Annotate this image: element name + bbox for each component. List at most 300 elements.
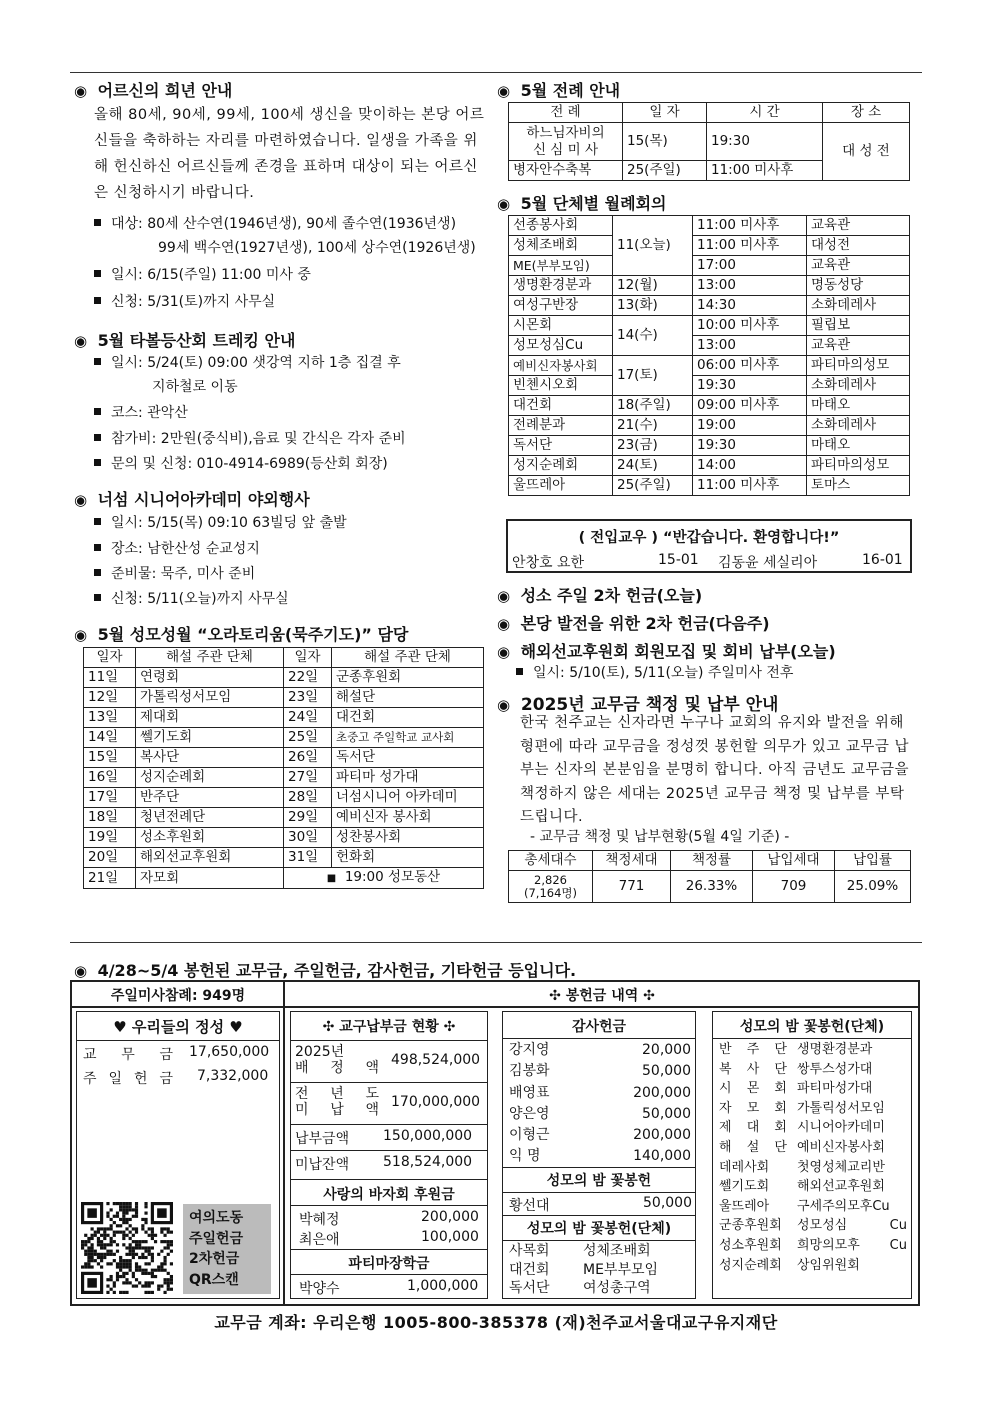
qr-module — [84, 1262, 87, 1265]
group-name: 군종후원회 — [719, 1218, 782, 1234]
table-cell: 17(토) — [613, 356, 693, 396]
qr-module — [144, 1221, 147, 1224]
qr-module — [129, 1269, 132, 1272]
list-item — [509, 1146, 691, 1167]
qr-module — [122, 1208, 125, 1211]
newcomer-1-name: 안창호 요한 — [512, 555, 585, 571]
qr-module — [151, 1291, 154, 1294]
qr-module — [160, 1240, 163, 1243]
list-item — [719, 1040, 907, 1060]
list-item — [509, 1242, 691, 1261]
qr-module — [148, 1291, 151, 1294]
meetings-title-text: 5월 단체별 월례회의 — [520, 194, 667, 213]
qr-module — [170, 1262, 173, 1265]
notice-2 — [497, 611, 770, 634]
fatima-rule — [291, 1274, 487, 1275]
table-cell: 선종봉사회 — [509, 216, 613, 236]
qr-module — [148, 1281, 151, 1284]
table-cell: 병자안수축복 — [509, 161, 623, 181]
group-name: 쌍투스성가대 — [797, 1061, 873, 1077]
diocese-label: 배 정 액 — [295, 1060, 379, 1076]
offering-details-title: ✣ 봉헌금 내역 ✣ — [549, 988, 655, 1004]
qr-module — [94, 1234, 97, 1237]
header-cell: 일 자 — [623, 103, 707, 123]
qr-module — [148, 1250, 151, 1253]
dues-body: 한국 천주교는 신자라면 누구나 교회의 유지와 발전을 위해 형편에 따라 교무금을 정성껏 봉헌할 의무가 있고 교무금 납부는 신자의 본분임을 분명히 합니다. 아직 금년도 교무금을 책정하지 않은 세대는 2025년 교무금 책정 및 납부를 부탁드립니다. — [520, 715, 910, 825]
qr-text-line: 2차헌금 — [189, 1251, 240, 1267]
table-row — [84, 728, 484, 748]
circle-bullet-icon: ◉ — [497, 82, 511, 100]
qr-module — [84, 1240, 87, 1243]
table-cell: 복사단 — [136, 748, 284, 768]
qr-module — [132, 1240, 135, 1243]
qr-module — [144, 1269, 147, 1272]
qr-module — [113, 1215, 116, 1218]
qr-module — [135, 1215, 138, 1218]
qr-module — [106, 1227, 109, 1230]
qr-module — [113, 1202, 116, 1205]
qr-module — [106, 1262, 109, 1265]
flower-group-rule — [503, 1215, 695, 1216]
qr-module — [100, 1240, 103, 1243]
diocese-amount: 498,524,000 — [391, 1052, 481, 1068]
tabor-date1: 일시: 5/24(토) 09:00 샛강역 지하 1층 집결 후 — [111, 355, 401, 371]
table-cell: 09:00 미사후 — [693, 396, 807, 416]
qr-module — [151, 1231, 154, 1234]
qr-module — [135, 1231, 138, 1234]
donor-amount: 50,000 — [642, 1063, 691, 1080]
elders-apply — [94, 292, 275, 312]
qr-module — [138, 1256, 141, 1259]
table-cell: 여성구반장 — [509, 296, 613, 316]
qr-module — [97, 1227, 100, 1230]
qr-module — [138, 1265, 141, 1268]
table-cell: 파티마 성가대 — [332, 768, 484, 788]
qr-module — [84, 1234, 87, 1237]
table-cell: 대성전 — [807, 236, 910, 256]
qr-module — [132, 1250, 135, 1253]
qr-module — [167, 1284, 170, 1287]
square-bullet-icon — [94, 569, 101, 576]
qr-module — [106, 1212, 109, 1215]
qr-module — [135, 1202, 138, 1205]
qr-module — [129, 1224, 132, 1227]
qr-module — [100, 1265, 103, 1268]
qr-module — [122, 1218, 125, 1221]
table-cell: 14:00 — [693, 456, 807, 476]
qr-module — [135, 1284, 138, 1287]
qr-module — [116, 1212, 119, 1215]
qr-module — [141, 1224, 144, 1227]
qr-module — [125, 1208, 128, 1211]
table-row — [509, 236, 910, 256]
qr-module — [170, 1250, 173, 1253]
qr-module — [125, 1218, 128, 1221]
notice-2-text: 본당 발전을 위한 2차 헌금(다음주) — [520, 614, 770, 633]
qr-module — [106, 1202, 109, 1205]
senior-prep — [94, 564, 255, 584]
senior-place — [94, 539, 260, 559]
qr-module — [125, 1265, 128, 1268]
donor-name: 박혜정 — [299, 1212, 340, 1228]
table-cell: 27일 — [284, 768, 332, 788]
qr-module — [100, 1256, 103, 1259]
qr-module — [157, 1265, 160, 1268]
qr-module — [138, 1243, 141, 1246]
elders-target1: 대상: 80세 산수연(1946년생), 90세 졸수연(1936년생) — [111, 216, 457, 232]
table-row — [509, 871, 911, 903]
qr-module — [116, 1278, 119, 1281]
senior-apply-text: 신청: 5/11(오늘)까지 사무실 — [111, 591, 289, 607]
qr-module — [163, 1246, 166, 1249]
table-cell: 23일 — [284, 688, 332, 708]
table-cell: 성지순례회 — [136, 768, 284, 788]
table-cell — [509, 871, 593, 903]
qr-module — [122, 1202, 125, 1205]
list-item — [719, 1158, 907, 1178]
flower-rule — [503, 1192, 695, 1193]
table-row — [509, 216, 910, 236]
qr-module — [91, 1227, 94, 1230]
table-row — [84, 788, 484, 808]
table-cell: 교육관 — [807, 216, 910, 236]
qr-module — [110, 1253, 113, 1256]
qr-module — [122, 1237, 125, 1240]
qr-module — [125, 1246, 128, 1249]
table-cell: 25(주일) — [623, 161, 707, 181]
table-cell: 예비신자 봉사회 — [332, 808, 484, 828]
qr-module — [132, 1246, 135, 1249]
group-name: 상임위원회 — [797, 1257, 860, 1273]
group-name: 예비신자봉사회 — [797, 1139, 885, 1155]
qr-module — [135, 1269, 138, 1272]
table-cell: 06:00 미사후 — [693, 356, 807, 376]
circle-bullet-icon: ◉ — [74, 626, 88, 644]
list-item — [509, 1261, 691, 1280]
table-cell: 25.09% — [835, 871, 911, 903]
diocese-label: 미 납 액 — [295, 1102, 379, 1118]
qr-module — [125, 1281, 128, 1284]
table-cell: 709 — [753, 871, 835, 903]
qr-module — [97, 1237, 100, 1240]
group-name: 성소후원회 — [719, 1237, 782, 1253]
qr-module — [87, 1253, 90, 1256]
donor-name: 박양수 — [299, 1281, 340, 1297]
qr-module — [122, 1291, 125, 1294]
qr-module — [160, 1262, 163, 1265]
qr-module — [148, 1234, 151, 1237]
qr-module — [125, 1227, 128, 1230]
group-name: 독서단 — [509, 1280, 550, 1296]
table-row — [84, 828, 484, 848]
qr-module — [157, 1253, 160, 1256]
elders-date-text: 일시: 6/15(주일) 11:00 미사 중 — [111, 267, 311, 283]
qr-module — [135, 1205, 138, 1208]
table-cell: 성지순례회 — [509, 456, 613, 476]
diocese-amount: 150,000,000 — [383, 1128, 473, 1144]
table-row — [509, 396, 910, 416]
circle-bullet-icon: ◉ — [497, 587, 511, 605]
qr-module — [94, 1259, 97, 1262]
qr-module — [106, 1253, 109, 1256]
qr-module — [154, 1269, 157, 1272]
qr-module — [141, 1218, 144, 1221]
qr-module — [106, 1234, 109, 1237]
group-name: 시 몬 회 — [719, 1081, 787, 1097]
diocese-label: 납부금액 — [295, 1131, 350, 1147]
qr-module — [170, 1240, 173, 1243]
qr-module — [160, 1231, 163, 1234]
qr-module — [110, 1224, 113, 1227]
tabor-contact-text: 문의 및 신청: 010-4914-6989(등산회 회장) — [111, 456, 388, 472]
table-cell: 파티마의성모 — [807, 456, 910, 476]
qr-module — [141, 1246, 144, 1249]
qr-module — [116, 1243, 119, 1246]
fatima-rule — [291, 1249, 487, 1250]
qr-module — [144, 1246, 147, 1249]
group-name: 희망의모후 Cu — [797, 1237, 907, 1253]
table-cell: ME(부부모임) — [509, 256, 613, 276]
qr-module — [97, 1262, 100, 1265]
diocese-box — [290, 1011, 488, 1299]
diocese-rule — [291, 1040, 487, 1041]
header-cell: 해설 주관 단체 — [136, 648, 284, 668]
table-cell: 19:30 — [693, 376, 807, 396]
list-item — [509, 1040, 691, 1061]
list-item — [719, 1060, 907, 1080]
table-row — [509, 356, 910, 376]
qr-module — [144, 1218, 147, 1221]
group-name: 복 사 단 — [719, 1061, 787, 1077]
table-cell: 15일 — [84, 748, 136, 768]
header-cell: 총세대수 — [509, 851, 593, 871]
table-cell: 11:00 미사후 — [707, 161, 823, 181]
qr-module — [151, 1227, 154, 1230]
group-name: 생명환경분과 — [797, 1042, 873, 1057]
table-cell: 소화데레사 — [807, 296, 910, 316]
qr-module — [170, 1278, 173, 1281]
qr-module — [132, 1253, 135, 1256]
qr-module — [144, 1284, 147, 1287]
senior-title — [74, 487, 310, 510]
group-name: 가톨릭성서모임 — [797, 1100, 885, 1116]
qr-module — [167, 1246, 170, 1249]
qr-module — [87, 1262, 90, 1265]
diocese-rule — [291, 1150, 487, 1151]
table-cell: 쎌기도회 — [136, 728, 284, 748]
thanks-box — [502, 1011, 696, 1299]
qr-module — [119, 1265, 122, 1268]
table-cell: 25(주일) — [613, 476, 693, 496]
offering-col-divider — [283, 981, 285, 1305]
square-bullet-icon — [516, 668, 523, 675]
qr-module — [122, 1221, 125, 1224]
qr-module — [122, 1243, 125, 1246]
qr-module — [141, 1240, 144, 1243]
flower-group-title: 성모의 밤 꽃봉헌(단체) — [526, 1221, 672, 1237]
table-cell: 19:00 — [693, 416, 807, 436]
qr-module — [91, 1259, 94, 1262]
qr-module — [100, 1253, 103, 1256]
senior-prep-text: 준비물: 묵주, 미사 준비 — [111, 566, 256, 582]
qr-module — [151, 1281, 154, 1284]
table-row — [509, 316, 910, 336]
qr-module — [91, 1265, 94, 1268]
group-name: 울뜨레아 — [719, 1198, 770, 1214]
qr-module — [110, 1237, 113, 1240]
qr-module — [167, 1272, 170, 1275]
qr-code-icon[interactable] — [81, 1202, 173, 1294]
qr-module — [91, 1246, 94, 1249]
table-cell: 13:00 — [693, 276, 807, 296]
tabor-fee-text: 참가비: 2만원(중식비),음료 및 간식은 각자 준비 — [111, 431, 406, 447]
qr-module — [163, 1262, 166, 1265]
table-header-row — [509, 851, 911, 871]
dues-total-sub: (7,164명) — [523, 885, 577, 900]
offering-title-text: 4/28~5/4 봉헌된 교무금, 주일헌금, 감사헌금, 기타헌금 등입니다. — [97, 961, 577, 980]
attendance: 주일미사참례: 949명 — [110, 988, 246, 1004]
qr-module — [151, 1256, 154, 1259]
qr-module — [116, 1250, 119, 1253]
table-cell: 17일 — [84, 788, 136, 808]
qr-module — [144, 1256, 147, 1259]
table-cell: 12(월) — [613, 276, 693, 296]
qr-module — [97, 1240, 100, 1243]
qr-module — [132, 1284, 135, 1287]
tabor-fee — [94, 429, 406, 449]
qr-module — [110, 1278, 113, 1281]
diocese-rule — [291, 1082, 487, 1083]
qr-module — [167, 1227, 170, 1230]
table-cell: 24(토) — [613, 456, 693, 476]
qr-module — [125, 1205, 128, 1208]
table-cell: 14일 — [84, 728, 136, 748]
table-cell: 14:30 — [693, 296, 807, 316]
table-cell: 마태오 — [807, 396, 910, 416]
table-cell: 가톨릭성서모임 — [136, 688, 284, 708]
table-cell: 제대회 — [136, 708, 284, 728]
qr-module — [138, 1246, 141, 1249]
qr-module — [144, 1202, 147, 1205]
table-cell: 26.33% — [671, 871, 753, 903]
table-cell: 20일 — [84, 848, 136, 868]
list-item — [719, 1079, 907, 1099]
table-cell — [509, 123, 623, 161]
qr-module — [163, 1291, 166, 1294]
group-name: 데레사회 — [719, 1159, 770, 1175]
qr-module — [100, 1243, 103, 1246]
donor-name: 강지영 — [509, 1042, 550, 1058]
list-item — [509, 1083, 691, 1104]
qr-module — [125, 1259, 128, 1262]
qr-module — [97, 1256, 100, 1259]
group-name: 시니어아카데미 — [797, 1120, 885, 1136]
table-cell: 29일 — [284, 808, 332, 828]
offering-amount: 17,650,000 — [189, 1044, 270, 1060]
qr-module — [113, 1291, 116, 1294]
table-cell: 독서단 — [332, 748, 484, 768]
qr-module — [157, 1269, 160, 1272]
donor-amount: 50,000 — [642, 1105, 691, 1122]
qr-module — [163, 1281, 166, 1284]
table-row — [84, 748, 484, 768]
table-cell: 생명환경분과 — [509, 276, 613, 296]
table-cell: 교육관 — [807, 336, 910, 356]
donor-amount: 140,000 — [633, 1148, 691, 1165]
donor-amount: 200,000 — [633, 1127, 691, 1144]
table-cell — [284, 868, 484, 889]
meetings-title — [497, 191, 667, 214]
diocese-amount: 170,000,000 — [391, 1094, 481, 1110]
header-cell: 해설 주관 단체 — [332, 648, 484, 668]
liturgy-title — [497, 78, 620, 101]
table-row — [509, 276, 910, 296]
qr-module — [94, 1253, 97, 1256]
qr-module — [129, 1231, 132, 1234]
table-row — [509, 376, 910, 396]
tabor-date — [94, 353, 401, 373]
circle-bullet-icon: ◉ — [497, 643, 511, 661]
group-name: 쎌기도회 — [719, 1179, 770, 1195]
qr-module — [110, 1243, 113, 1246]
qr-module — [110, 1208, 113, 1211]
table-cell: 771 — [593, 871, 671, 903]
table-cell: 11일 — [84, 668, 136, 688]
table-cell: 25일 — [284, 728, 332, 748]
elders-title — [74, 78, 232, 101]
qr-module — [87, 1278, 97, 1288]
donor-name: 배영표 — [509, 1084, 550, 1101]
night-flower-list — [719, 1040, 907, 1275]
table-cell: 13:00 — [693, 336, 807, 356]
table-cell: 19일 — [84, 828, 136, 848]
qr-module — [110, 1288, 113, 1291]
qr-module — [167, 1281, 170, 1284]
table-cell: 전례분과 — [509, 416, 613, 436]
qr-module — [157, 1284, 160, 1287]
qr-module — [129, 1253, 132, 1256]
table-cell: 19:30 — [707, 123, 823, 161]
qr-module — [81, 1246, 84, 1249]
qr-module — [135, 1212, 138, 1215]
group-name: 해외선교후원회 — [797, 1179, 885, 1195]
qr-module — [122, 1265, 125, 1268]
table-row — [84, 668, 484, 688]
fatima-title: 파티마장학금 — [348, 1256, 430, 1272]
square-bullet-icon — [94, 544, 101, 551]
group-name: 대건회 — [509, 1261, 550, 1278]
qr-module — [132, 1272, 135, 1275]
newcomers-box — [506, 519, 912, 573]
square-bullet-icon — [94, 219, 101, 226]
circle-bullet-icon: ◉ — [74, 962, 88, 980]
qr-module — [116, 1224, 119, 1227]
qr-label-box — [183, 1204, 271, 1294]
square-bullet-icon — [94, 270, 101, 277]
table-cell: 토마스 — [807, 476, 910, 496]
qr-module — [160, 1269, 163, 1272]
qr-module — [113, 1253, 116, 1256]
dues-title-text: 2025년 교무금 책정 및 납부 안내 — [520, 695, 779, 715]
table-cell: 대 성 전 — [823, 123, 910, 181]
table-cell: 28일 — [284, 788, 332, 808]
square-bullet-icon — [94, 518, 101, 525]
oratorium-title-text: 5월 성모성월 “오라토리움(묵주기도)” 담당 — [97, 625, 409, 644]
qr-module — [119, 1275, 122, 1278]
qr-module — [119, 1205, 122, 1208]
qr-module — [135, 1253, 138, 1256]
liturgy-name-line2: 신 심 미 사 — [532, 141, 599, 158]
